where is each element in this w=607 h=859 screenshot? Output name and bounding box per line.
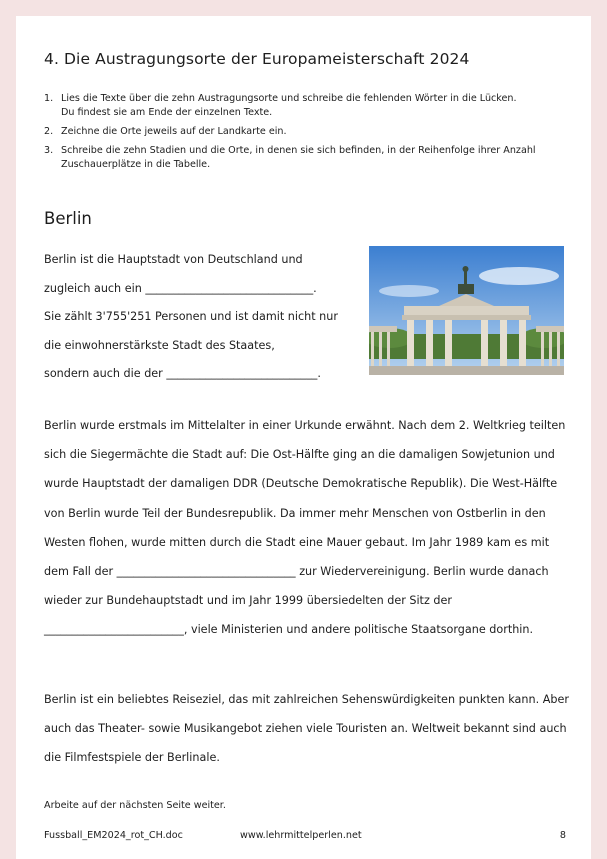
paragraph-text: , viele Ministerien und andere politische Staatsorgane dorthin. [183, 623, 534, 637]
footer-page-number: 8 [559, 830, 566, 841]
intro-sentence: . [313, 281, 317, 295]
intro-sentence: die einwohnerstärkste Stadt des Staates, [44, 338, 275, 352]
footer-filename: Fussball_EM2024_rot_CH.doc [44, 830, 183, 841]
brandenburg-gate-photo [369, 246, 564, 375]
paragraph-text: zur Wiedervereinigung. Berlin wurde danach wieder zur Bundehauptstadt und im Jahr 1999 übersiedelten der Sitz der [44, 565, 549, 608]
task-text: Lies die Texte über die zehn Austragungsorte und schreibe die fehlenden Wörter in die Lücken. Du findest sie am Ende der einzelnen Texte. [61, 93, 517, 118]
task-text: Schreibe die zehn Stadien und die Orte, in denen sie sich befinden, in der Reihenfolge ihrer Anzahl Zuschauerplätze in die Tabelle. [61, 145, 536, 170]
brandenburg-gate-illustration [369, 246, 564, 375]
intro-line [44, 246, 374, 275]
task-item [44, 125, 564, 139]
task-text: Zeichne die Orte jeweils auf der Landkarte ein. [61, 126, 287, 137]
paragraph-text: Berlin wurde erstmals im Mittelalter in einer Urkunde erwähnt. Nach dem 2. Weltkrieg teilten sich die Siegermächte die Stadt auf: Die Ost-Hälfte ging an die damaligen Sowjetunion und wurde Hauptstadt der damaligen DDR (Deutsche Demokratische Republik). Die West-Hälfte von Berlin wurde Teil der Bundesrepublik. Da immer mehr Menschen von Ostberlin in den Westen flohen, wurde mitten durch die Stadt eine Mauer gebaut. Im Jahr 1989 kam es mit dem Fall der [44, 419, 566, 579]
fill-in-blank[interactable]: _________________________ [44, 623, 184, 637]
fill-in-blank[interactable]: ________________________________ [116, 565, 296, 579]
intro-text [44, 246, 374, 389]
tourism-paragraph: Berlin ist ein beliebtes Reiseziel, das mit zahlreichen Sehenswürdigkeiten punkten kann. Aber auch das Theater- sowie Musikangebot ziehen viele Touristen an. Weltweit bekannt sind auch die Filmfestspiele der Berlinale. [44, 693, 569, 765]
intro-line [44, 332, 374, 361]
task-number: 1. [44, 93, 54, 104]
intro-sentence: Berlin ist die Hauptstadt von Deutschland und [44, 253, 303, 266]
fill-in-blank[interactable]: ___________________________ [166, 367, 318, 381]
task-item [44, 92, 564, 120]
history-paragraph [44, 411, 569, 645]
intro-line [44, 360, 374, 389]
city-heading: Berlin [44, 209, 92, 228]
fill-in-blank[interactable]: ______________________________ [145, 281, 314, 295]
intro-sentence: . [317, 367, 321, 381]
intro-sentence: Sie zählt 3'755'251 Personen und ist damit nicht nur [44, 310, 338, 324]
intro-line [44, 275, 374, 304]
intro-line [44, 303, 374, 332]
continue-note: Arbeite auf der nächsten Seite weiter. [44, 800, 226, 811]
intro-sentence: zugleich auch ein [44, 281, 142, 295]
worksheet-page [16, 16, 591, 859]
task-number: 2. [44, 126, 54, 137]
footer-url: www.lehrmittelperlen.net [240, 830, 362, 841]
task-list [44, 92, 564, 177]
intro-sentence: sondern auch die der [44, 367, 163, 381]
task-item [44, 144, 564, 172]
page-title: 4. Die Austragungsorte der Europameisterschaft 2024 [44, 50, 470, 68]
task-number: 3. [44, 145, 54, 156]
